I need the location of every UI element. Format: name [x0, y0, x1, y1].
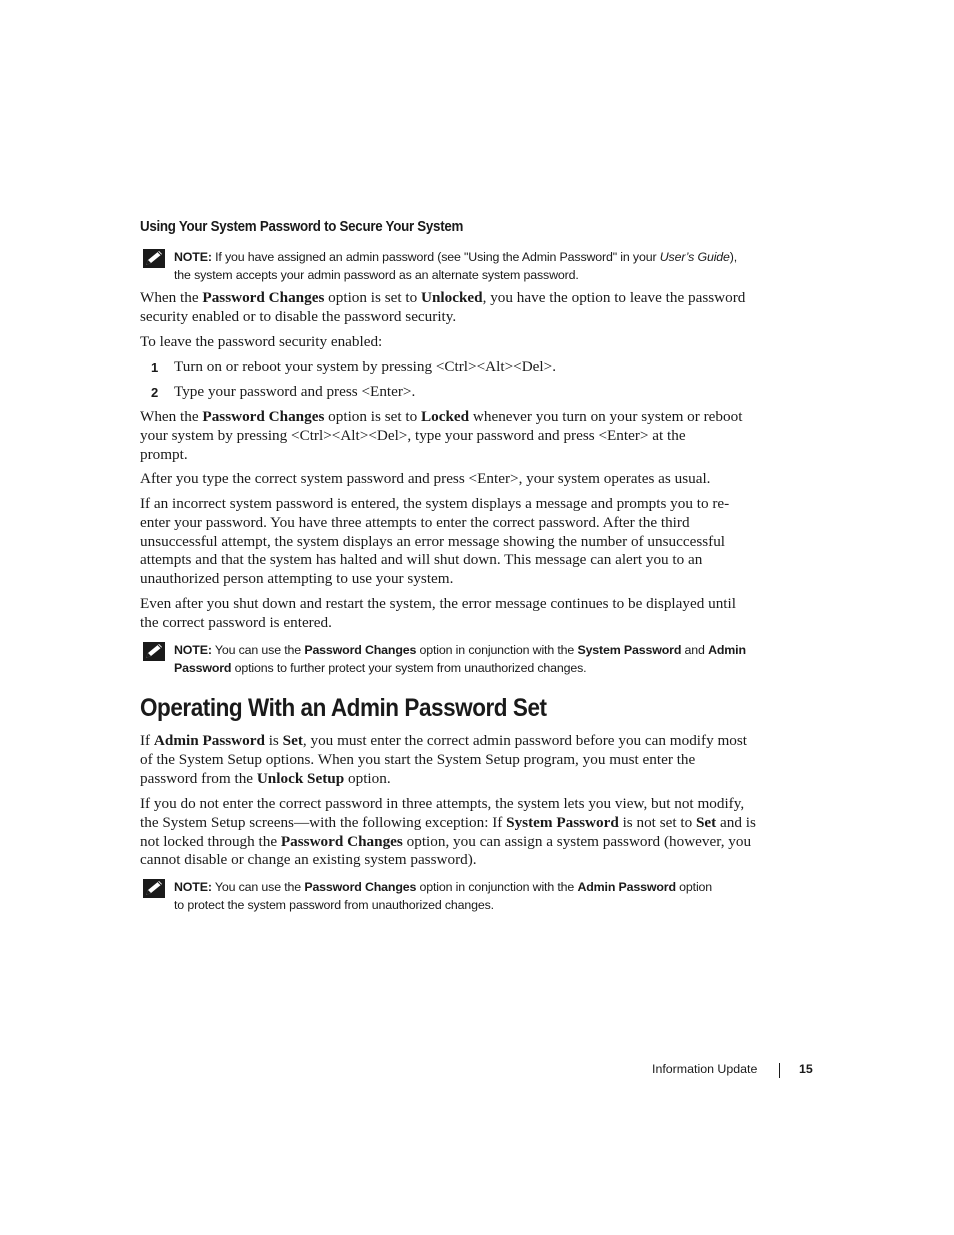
note-label: NOTE:: [174, 880, 212, 894]
step-text: Type your password and press <Enter>.: [174, 383, 416, 400]
text-run: unsuccessful attempt, the system displays an error message showing the number of unsuccessful: [140, 532, 726, 550]
text-run: your system by pressing <Ctrl><Alt><Del>, type your password and press <Enter> at the: [140, 426, 686, 444]
step-number: 2: [151, 385, 159, 400]
paragraph: [140, 732, 760, 788]
text-run: is not set to: [618, 813, 696, 831]
option-name: System Password: [577, 643, 682, 657]
option-name: Admin Password: [577, 880, 676, 894]
text-run: option is set to: [324, 289, 421, 306]
text-run: option, you can assign a system password (however, you: [402, 832, 752, 850]
section-heading: Using Your System Password to Secure Your System: [140, 219, 464, 235]
option-value: Locked: [421, 408, 470, 425]
note-pencil-icon: [143, 642, 165, 661]
text-run: When the: [140, 408, 203, 425]
text-run: cannot disable or change an existing system password).: [140, 851, 477, 869]
text-run: unauthorized person attempting to use your system.: [140, 570, 454, 588]
footer-divider: [779, 1063, 780, 1078]
note-pencil-icon: [143, 249, 165, 268]
text-run: If an incorrect system password is entered, the system displays a message and prompts you to re-: [140, 495, 730, 512]
text-run: security enabled or to disable the password security.: [140, 307, 457, 325]
text-run: is: [264, 732, 283, 749]
note-text: You can use the: [211, 643, 305, 657]
text-run: whenever you turn on your system or reboot: [469, 408, 743, 425]
text-run: If: [140, 732, 154, 749]
paragraph: [140, 495, 760, 589]
option-name: Password Changes: [202, 289, 325, 306]
text-run: and is: [716, 813, 756, 831]
text-run: prompt.: [140, 445, 188, 463]
paragraph: [140, 408, 760, 464]
text-run: enter your password. You have three attempts to enter the correct password. After the third: [140, 513, 690, 531]
option-name: Password Changes: [304, 880, 417, 894]
text-run: option is set to: [324, 408, 421, 425]
paragraph: [140, 595, 760, 633]
paragraph: [140, 470, 760, 489]
text-run: of the System Setup options. When you start the System Setup program, you must enter the: [140, 750, 696, 768]
option-value: Set: [282, 732, 303, 749]
guide-title: User’s Guide: [659, 250, 730, 264]
text-run: After you type the correct system password and press <Enter>, your system operates as usual.: [140, 470, 711, 487]
page-title: Operating With an Admin Password Set: [140, 694, 547, 722]
option-name: Password Changes: [202, 408, 325, 425]
note-1: [140, 248, 760, 288]
paragraph: [140, 289, 760, 327]
note-text: You can use the: [211, 880, 305, 894]
text-run: To leave the password security enabled:: [140, 333, 383, 350]
step-text: Turn on or reboot your system by pressing <Ctrl><Alt><Del>.: [174, 358, 556, 375]
option-name: Password: [174, 660, 232, 675]
text-run: If you do not enter the correct password in three attempts, the system lets you view, but not modify,: [140, 795, 745, 812]
text-run: When the: [140, 289, 203, 306]
text-run: , you must enter the correct admin password before you can modify most: [302, 732, 748, 749]
option-name: System Password: [506, 813, 619, 831]
text-run: the correct password is entered.: [140, 613, 332, 631]
option-value: Set: [695, 813, 717, 831]
note-text: option: [675, 880, 713, 894]
option-value: Unlocked: [421, 289, 483, 306]
text-run: Even after you shut down and restart the system, the error message continues to be displayed until: [140, 595, 736, 612]
option-name: Password Changes: [280, 832, 403, 850]
option-name: Password Changes: [304, 643, 417, 657]
option-name: Admin: [708, 643, 746, 657]
note-label: NOTE:: [174, 250, 212, 264]
footer-title: Information Update: [652, 1062, 758, 1076]
text-run: attempts and that the system has halted and will shut down. This message can alert you to an: [140, 551, 703, 569]
text-run: the System Setup screens—with the following exception: If: [140, 813, 507, 831]
note-text: If you have assigned an admin password (see "Using the Admin Password" in your: [215, 250, 660, 264]
option-name: Admin Password: [153, 732, 265, 749]
text-run: password from the: [140, 769, 257, 787]
step-number: 1: [151, 360, 159, 375]
note-text: ),: [729, 250, 738, 264]
option-name: Unlock Setup: [256, 769, 345, 787]
note-2: [140, 641, 760, 681]
text-run: , you have the option to leave the password: [482, 289, 746, 306]
page-number: 15: [799, 1062, 813, 1076]
note-text: the system accepts your admin password as an alternate system password.: [174, 267, 579, 282]
text-run: option.: [344, 769, 391, 787]
note-text: options to further protect your system from unauthorized changes.: [231, 660, 587, 675]
text-run: not locked through the: [140, 832, 281, 850]
note-label: NOTE:: [174, 643, 212, 657]
note-3: [140, 878, 760, 918]
note-text: to protect the system password from unauthorized changes.: [174, 897, 494, 912]
note-text: option in conjunction with the: [416, 643, 578, 657]
note-pencil-icon: [143, 879, 165, 898]
paragraph: [140, 333, 760, 352]
note-text: and: [681, 643, 709, 657]
paragraph: [140, 795, 760, 870]
note-text: option in conjunction with the: [416, 880, 578, 894]
